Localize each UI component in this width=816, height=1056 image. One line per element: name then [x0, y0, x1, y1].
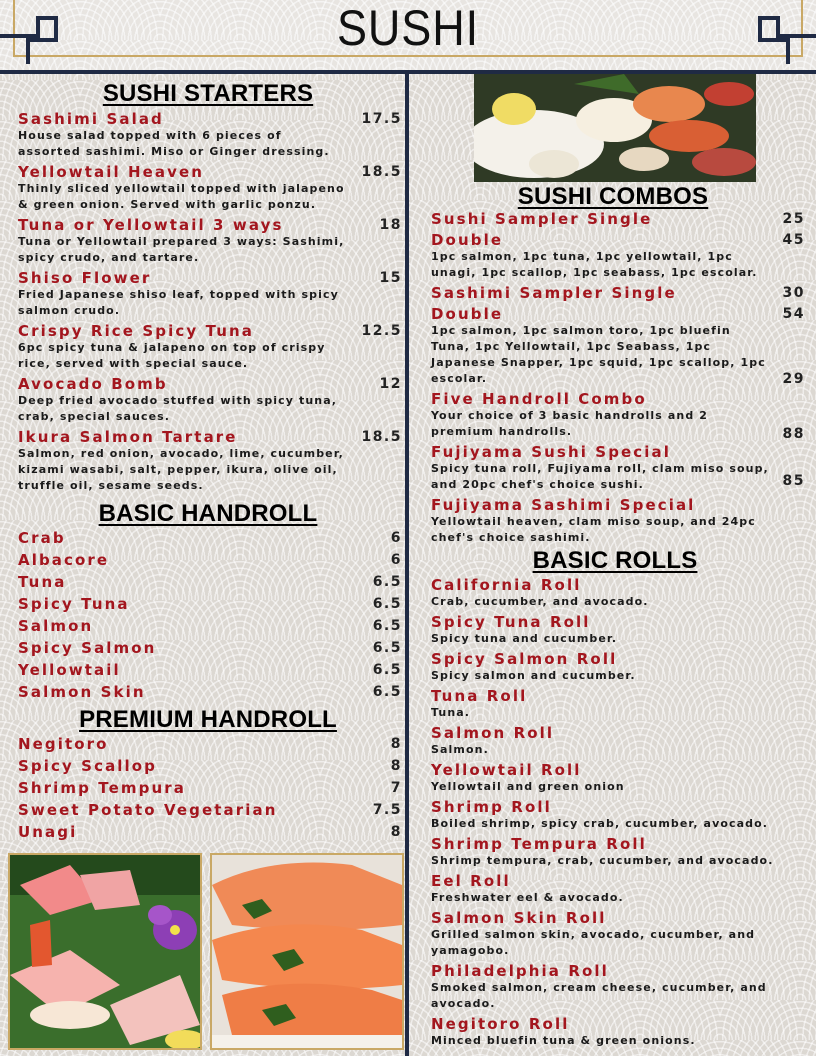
item-price: 6.5: [372, 574, 402, 590]
item-name: Double: [431, 231, 504, 249]
item-name: Salmon Skin Roll: [431, 909, 607, 927]
menu-item-shrimp-tempura: [18, 779, 402, 801]
item-name: California Roll: [431, 576, 582, 594]
item-price: 17.5: [361, 111, 402, 127]
menu-item-five-handroll-combo: [431, 371, 805, 440]
item-price: 12.5: [361, 323, 402, 339]
menu-item-ikura-salmon-tartare: [18, 428, 402, 494]
menu-item-yellowtail-roll: [431, 761, 809, 795]
item-name: Sweet Potato Vegetarian: [18, 801, 278, 819]
item-name: Albacore: [18, 551, 110, 569]
item-price: 8: [390, 758, 402, 774]
item-description: Salmon, red onion, avocado, lime, cucumber, kizami wasabi, salt, pepper, ikura, olive oil, truffle oil, sesame seeds.: [18, 447, 344, 492]
item-description: Yellowtail heaven, clam miso soup, and 24pc chef's choice sashimi.: [431, 515, 756, 544]
item-name: Shrimp Tempura Roll: [431, 835, 647, 853]
menu-item-salmon: [18, 617, 402, 639]
menu-item-tuna: [18, 573, 402, 595]
item-name: Eel Roll: [431, 872, 511, 890]
item-price: 6: [390, 530, 402, 546]
item-description: Spicy tuna and cucumber.: [431, 632, 618, 645]
item-price: 6.5: [372, 596, 402, 612]
section-heading-sushi-combos: SUSHI COMBOS: [517, 183, 709, 210]
item-price: 85: [782, 473, 805, 489]
item-name: Tuna or Yellowtail 3 ways: [18, 216, 284, 234]
item-name: Sushi Sampler Single: [431, 210, 653, 228]
item-name: Spicy Tuna: [18, 595, 130, 613]
menu-item-spicy-tuna-roll: [431, 613, 809, 647]
item-price: 6.5: [372, 662, 402, 678]
menu-item-shrimp-roll: [431, 798, 809, 832]
sushi-starters-list: [18, 110, 402, 494]
item-price: 7.5: [372, 802, 402, 818]
item-description: Shrimp tempura, crab, cucumber, and avocado.: [431, 854, 774, 867]
premium-handroll-list: [18, 735, 402, 845]
item-price: 88: [782, 426, 805, 442]
item-price: 6.5: [372, 618, 402, 634]
menu-item-sweet-potato-vegetarian: [18, 801, 402, 823]
item-name: Salmon: [18, 617, 94, 635]
menu-item-double: [431, 231, 805, 281]
item-name: Unagi: [18, 823, 78, 841]
item-price: 45: [782, 232, 805, 248]
item-price: 29: [782, 371, 805, 387]
menu-item-unagi: [18, 823, 402, 845]
item-description: House salad topped with 6 pieces of assorted sashimi. Miso or Ginger dressing.: [18, 129, 330, 158]
item-price: 7: [390, 780, 402, 796]
item-description: 6pc spicy tuna & jalapeno on top of crispy rice, served with special sauce.: [18, 341, 326, 370]
menu-item-spicy-salmon: [18, 639, 402, 661]
item-name: Yellowtail: [18, 661, 121, 679]
section-heading-premium-handroll: PREMIUM HANDROLL: [79, 706, 337, 733]
item-name: Crispy Rice Spicy Tuna: [18, 322, 255, 340]
menu-item-avocado-bomb: [18, 375, 402, 425]
sushi-combos-list: [431, 210, 805, 549]
menu-item-albacore: [18, 551, 402, 573]
item-description: 1pc salmon, 1pc tuna, 1pc yellowtail, 1pc unagi, 1pc scallop, 1pc seabass, 1pc escolar.: [431, 250, 758, 279]
item-price: 30: [782, 285, 805, 301]
item-name: Shrimp Roll: [431, 798, 552, 816]
salmon-nigiri-photo: [210, 853, 404, 1050]
menu-item-crispy-rice-spicy-tuna: [18, 322, 402, 372]
item-name: Five Handroll Combo: [431, 390, 647, 408]
item-name: Philadelphia Roll: [431, 962, 609, 980]
item-price: 8: [390, 736, 402, 752]
left-column: [18, 78, 402, 845]
item-name: Salmon Skin: [18, 683, 146, 701]
menu-item-salmon-roll: [431, 724, 809, 758]
page-title: SUSHI: [336, 0, 480, 56]
item-name: Crab: [18, 529, 66, 547]
item-description: Boiled shrimp, spicy crab, cucumber, avocado.: [431, 817, 769, 830]
item-name: Shrimp Tempura: [18, 779, 186, 797]
menu-item-crab: [18, 529, 402, 551]
item-description: Freshwater eel & avocado.: [431, 891, 624, 904]
item-price: 6.5: [372, 684, 402, 700]
item-description: Thinly sliced yellowtail topped with jalapeno & green onion. Served with garlic ponzu.: [18, 182, 345, 211]
item-name: Spicy Tuna Roll: [431, 613, 591, 631]
item-description: Deep fried avocado stuffed with spicy tuna, crab, special sauces.: [18, 394, 338, 423]
item-name: Spicy Salmon Roll: [431, 650, 618, 668]
section-heading-sushi-starters: SUSHI STARTERS: [102, 80, 314, 107]
item-description: Spicy tuna roll, Fujiyama roll, clam miso soup, and 20pc chef's choice sushi.: [431, 462, 769, 491]
item-description: Yellowtail and green onion: [431, 780, 625, 793]
item-name: Tuna Roll: [431, 687, 528, 705]
menu-item-salmon-skin-roll: [431, 909, 809, 959]
sashimi-plate-photo: [474, 74, 756, 182]
menu-item-sushi-sampler-single: [431, 210, 805, 228]
menu-item-tuna-or-yellowtail-3-ways: [18, 216, 402, 266]
menu-item-spicy-scallop: [18, 757, 402, 779]
menu-item-shrimp-tempura-roll: [431, 835, 809, 869]
menu-item-negitoro-roll: [431, 1015, 809, 1049]
item-description: Smoked salmon, cream cheese, cucumber, and avocado.: [431, 981, 767, 1010]
menu-item-fujiyama-sushi-special: [431, 426, 805, 493]
item-name: Yellowtail Roll: [431, 761, 582, 779]
item-price: 12: [379, 376, 402, 392]
item-description: Minced bluefin tuna & green onions.: [431, 1034, 696, 1047]
sashimi-platter-photo: [8, 853, 202, 1050]
section-heading-basic-rolls: BASIC ROLLS: [532, 547, 698, 574]
item-price: 6: [390, 552, 402, 568]
item-description: 1pc salmon, 1pc salmon toro, 1pc bluefin Tuna, 1pc Yellowtail, 1pc Seabass, 1pc Japanese Snapper, 1pc squid, 1pc scallop, 1pc escolar.: [431, 324, 766, 385]
basic-rolls-list: [431, 576, 809, 1052]
item-description: Tuna.: [431, 706, 471, 719]
column-divider: [405, 74, 409, 1056]
item-name: Fujiyama Sashimi Special: [431, 496, 696, 514]
menu-item-double: [431, 305, 805, 387]
item-price: 15: [379, 270, 402, 286]
item-name: Yellowtail Heaven: [18, 163, 205, 181]
menu-item-tuna-roll: [431, 687, 809, 721]
item-name: Sashimi Sampler Single: [431, 284, 677, 302]
menu-item-sashimi-salad: [18, 110, 402, 160]
item-name: Negitoro Roll: [431, 1015, 570, 1033]
menu-item-yellowtail-heaven: [18, 163, 402, 213]
menu-item-yellowtail: [18, 661, 402, 683]
item-price: 18: [379, 217, 402, 233]
menu-item-philadelphia-roll: [431, 962, 809, 1012]
menu-item-salmon-skin: [18, 683, 402, 705]
menu-item-shiso-flower: [18, 269, 402, 319]
item-name: Shiso Flower: [18, 269, 152, 287]
item-price: 18.5: [361, 164, 402, 180]
item-description: Spicy salmon and cucumber.: [431, 669, 636, 682]
section-heading-basic-handroll: BASIC HANDROLL: [98, 500, 318, 527]
item-name: Ikura Salmon Tartare: [18, 428, 238, 446]
item-description: Grilled salmon skin, avocado, cucumber, and yamagobo.: [431, 928, 756, 957]
item-description: Your choice of 3 basic handrolls and 2 premium handrolls.: [431, 409, 708, 438]
menu-item-sashimi-sampler-single: [431, 284, 805, 302]
menu-item-negitoro: [18, 735, 402, 757]
basic-handroll-list: [18, 529, 402, 705]
menu-item-california-roll: [431, 576, 809, 610]
item-description: Crab, cucumber, and avocado.: [431, 595, 649, 608]
item-name: Spicy Salmon: [18, 639, 157, 657]
item-name: Negitoro: [18, 735, 109, 753]
item-name: Spicy Scallop: [18, 757, 158, 775]
item-name: Fujiyama Sushi Special: [431, 443, 671, 461]
item-description: Fried Japanese shiso leaf, topped with spicy salmon crudo.: [18, 288, 339, 317]
item-description: Tuna or Yellowtail prepared 3 ways: Sashimi, spicy crudo, and tartare.: [18, 235, 345, 264]
item-name: Double: [431, 305, 504, 323]
item-name: Sashimi Salad: [18, 110, 164, 128]
item-price: 8: [390, 824, 402, 840]
item-price: 6.5: [372, 640, 402, 656]
item-name: Avocado Bomb: [18, 375, 168, 393]
item-price: 25: [782, 211, 805, 227]
item-description: Salmon.: [431, 743, 489, 756]
item-name: Salmon Roll: [431, 724, 555, 742]
menu-item-eel-roll: [431, 872, 809, 906]
item-price: 18.5: [361, 429, 402, 445]
item-name: Tuna: [18, 573, 67, 591]
menu-item-spicy-salmon-roll: [431, 650, 809, 684]
item-price: 54: [782, 306, 805, 322]
menu-item-spicy-tuna: [18, 595, 402, 617]
